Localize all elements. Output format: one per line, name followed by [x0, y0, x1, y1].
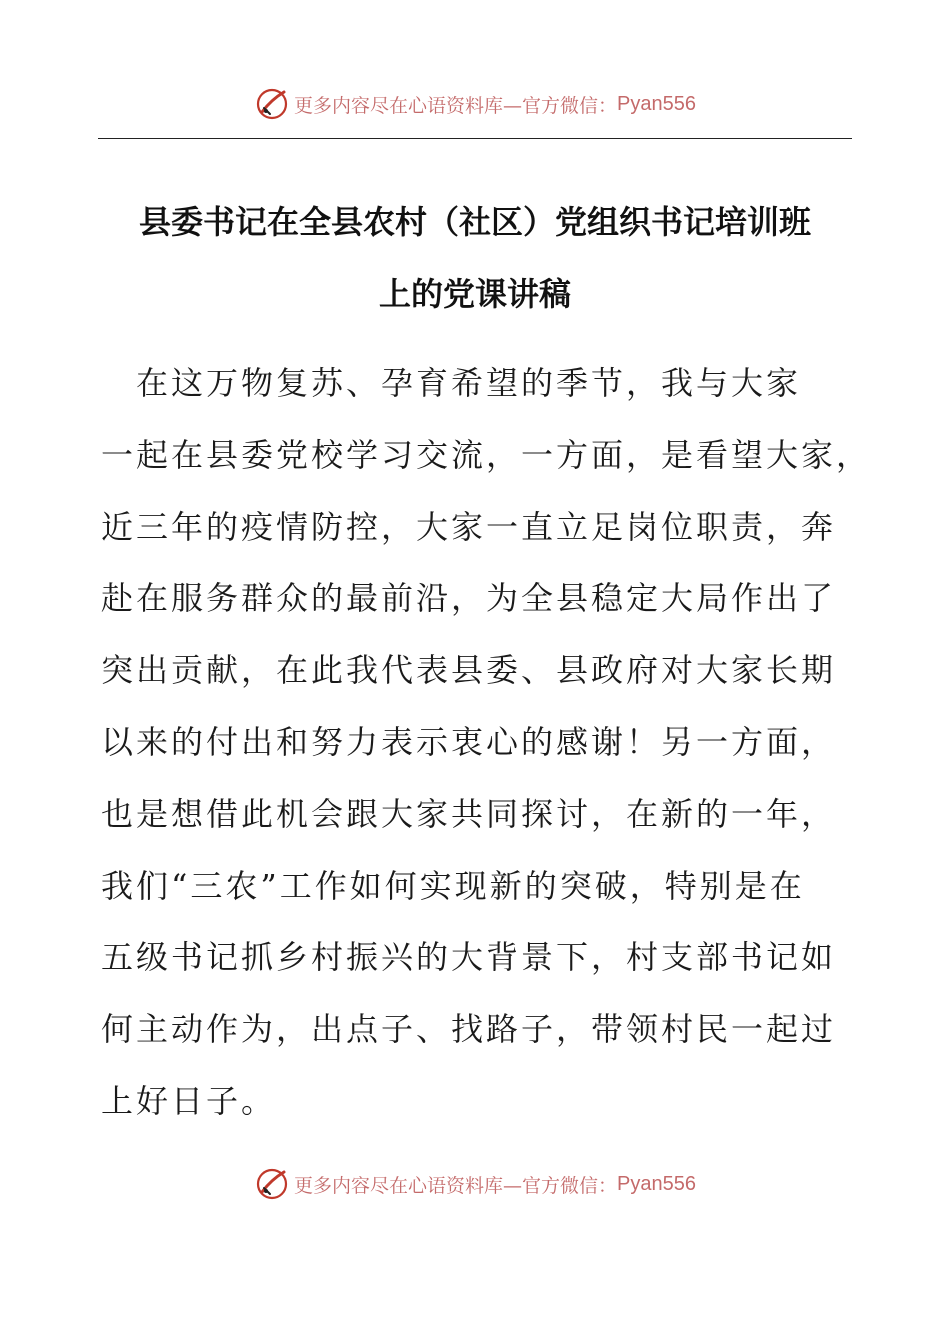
- footer-watermark: [0, 1164, 950, 1204]
- title-line-1: 县委书记在全县农村（社区）党组织书记培训班: [138, 203, 811, 241]
- body-paragraph: [101, 348, 872, 1138]
- watermark-handle: Pyan556: [617, 1172, 696, 1195]
- watermark-text: 更多内容尽在心语资料库—官方微信：: [294, 94, 618, 117]
- body-line: 赴在服务群众的最前沿，为全县稳定大局作出了: [101, 579, 837, 618]
- body-line: 五级书记抓乡村振兴的大背景下，村支部书记如: [101, 938, 837, 977]
- pen-logo-icon: [254, 86, 290, 122]
- body-line: 在这万物复苏、孕育希望的季节，我与大家: [101, 364, 802, 402]
- body-line: 近三年的疫情防控，大家一直立足岗位职责，奔: [101, 507, 837, 546]
- body-line: 突出贡献，在此我代表县委、县政府对大家长期: [101, 651, 837, 690]
- title-line-2: 上的党课讲稿: [378, 275, 571, 313]
- body-line: 以来的付出和努力表示衷心的感谢！另一方面，: [101, 722, 837, 761]
- pen-logo-icon: [254, 1166, 290, 1202]
- body-line: 上好日子。: [101, 1081, 277, 1120]
- document-title: [96, 186, 854, 330]
- body-line: 何主动作为，出点子、找路子，带领村民一起过: [101, 1010, 837, 1049]
- body-line: 我们“三农”工作如何实现新的突破，特别是在: [101, 866, 805, 905]
- body-line: 也是想借此机会跟大家共同探讨，在新的一年，: [101, 794, 837, 833]
- header-watermark: [0, 84, 950, 124]
- watermark-text: 更多内容尽在心语资料库—官方微信：: [294, 1174, 618, 1197]
- header-divider: [98, 138, 852, 139]
- watermark-handle: Pyan556: [617, 92, 696, 115]
- body-line: 一起在县委党校学习交流，一方面，是看望大家，: [101, 435, 872, 474]
